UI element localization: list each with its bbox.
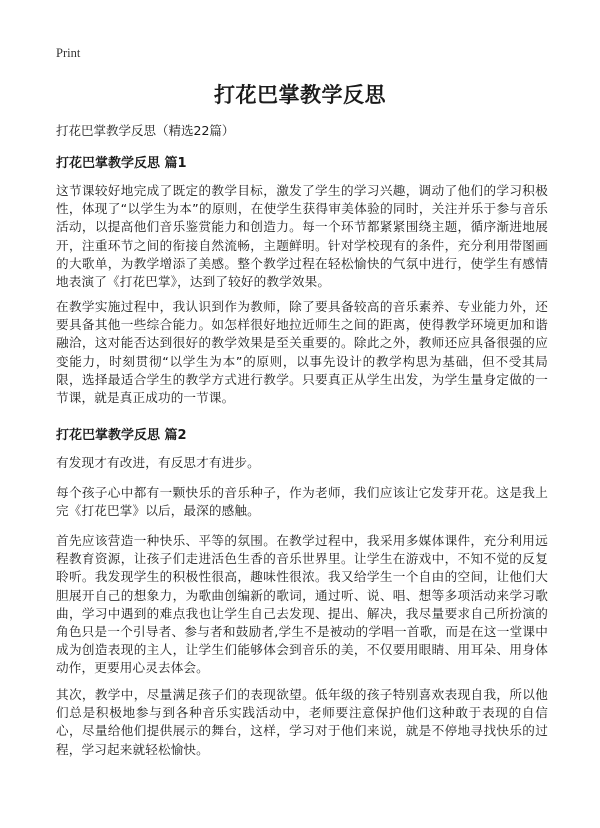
section-1-paragraph-2: 在教学实施过程中，我认识到作为教师，除了要具备较高的音乐素养、专业能力外，还要具备其他一些综合能力。如怎样很好地拉近师生之间的距离，使得教学环境更加和谐融洽，这对能否达到很好的教学效果是至关重要的。除此之外，教师还应具备很强的应变能力，时刻贯彻“以学生为本”的原则，以事先设计的教学构思为基础，但不受其局限，选择最适合学生的教学方式进行教学。只要真正从学生出发，为学生量身定做的一节课，就是真正成功的一节课。 xyxy=(56,299,548,406)
document-subtitle: 打花巴掌教学反思（精选22篇） xyxy=(56,123,235,138)
section-heading-2: 打花巴掌教学反思 篇2 xyxy=(56,428,187,443)
section-heading-1: 打花巴掌教学反思 篇1 xyxy=(56,156,187,171)
section-2-paragraph-4: 其次，教学中，尽量满足孩子们的表现欲望。低年级的孩子特别喜欢表现自我，所以他们总是积极地参与到各种音乐实践活动中，老师要注意保护他们这种敢于表现的自信心，尽量给他们提供展示的舞台，这样，学习对于他们来说，就是不停地寻找快乐的过程，学习起来就轻松愉快。 xyxy=(56,687,548,757)
section-2-paragraph-1: 有发现才有改进，有反思才有进步。 xyxy=(56,455,260,470)
section-2-paragraph-2: 每个孩子心中都有一颗快乐的音乐种子，作为老师，我们应该让它发芽开花。这是我上完《打花巴掌》以后，最深的感触。 xyxy=(56,485,548,519)
print-link[interactable]: Print xyxy=(56,46,81,60)
document-title: 打花巴掌教学反思 xyxy=(214,83,386,107)
section-2-paragraph-3: 首先应该营造一种快乐、平等的氛围。在教学过程中，我采用多媒体课件，充分利用远程教育资源，让孩子们走进活色生香的音乐世界里。让学生在游戏中，不知不觉的反复聆听。我发现学生的积极性很高，趣味性很浓。我又给学生一个自由的空间，让他们大胆展开自己的想象力，为歌曲创编新的歌词，通过听、说、唱、想等多项活动来学习歌曲，学习中遇到的难点我也让学生自己去发现、提出、解决，我尽量要求自己所扮演的角色只是一个引导者、参与者和鼓励者,学生不是被动的学唱一首歌，而是在这一堂课中成为创造表现的主人，让学生们能够体会到音乐的美，不仅要用眼睛、用耳朵、用身体动作，更要用心灵去体会。 xyxy=(56,533,548,676)
section-1-paragraph-1: 这节课较好地完成了既定的教学目标，激发了学生的学习兴趣，调动了他们的学习积极性，体现了“以学生为本”的原则，在使学生获得审美体验的同时，关注并乐于参与音乐活动，以提高他们音乐鉴赏能力和创造力。每一个环节都紧紧围绕主题，循序渐进地展开，注重环节之间的衔接自然流畅，主题鲜明。针对学校现有的条件，充分利用带图画的大歌单，为教学增添了美感。整个教学过程在轻松愉快的气氛中进行，使学生有感情地表演了《打花巴掌》，达到了较好的教学效果。 xyxy=(56,183,548,290)
